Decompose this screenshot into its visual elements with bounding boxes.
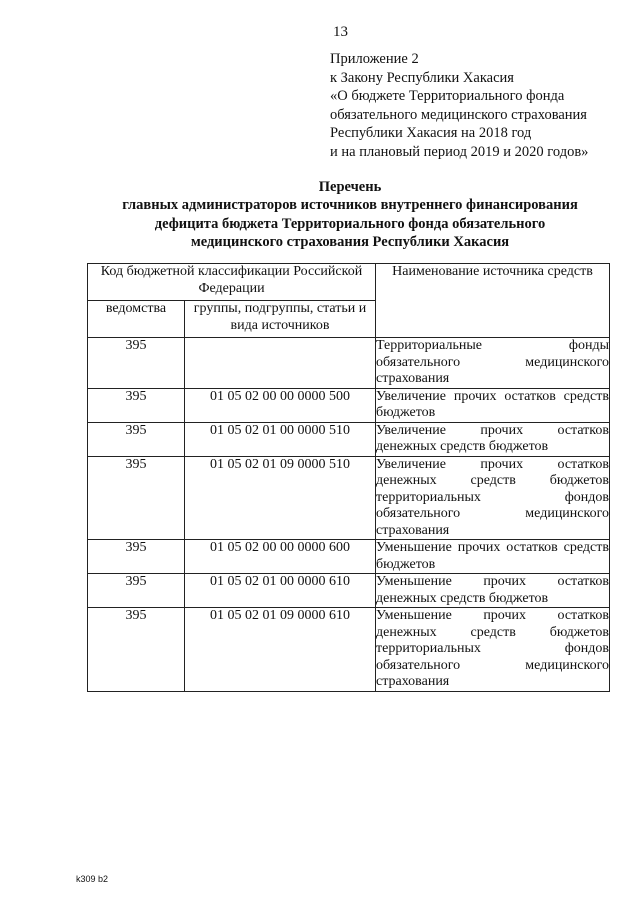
appendix-header bbox=[330, 50, 588, 162]
title-line: медицинского страхования Республики Хакасия bbox=[190, 234, 510, 251]
header-classification-code: Код бюджетной классификации Российской Федерации bbox=[88, 264, 376, 301]
cell-name: Увеличение прочих остатков денежных средств бюджетов территориальных фондов обязательного медицинского страхования bbox=[376, 456, 609, 538]
appendix-line: Приложение 2 bbox=[330, 51, 419, 67]
table-row bbox=[88, 338, 610, 389]
table-row bbox=[88, 574, 610, 608]
header-source-name: Наименование источника средств bbox=[376, 264, 610, 338]
cell-vedomstva: 395 bbox=[88, 608, 185, 692]
title-line: Перечень bbox=[318, 179, 382, 195]
table-row bbox=[88, 540, 610, 574]
cell-code bbox=[185, 338, 376, 389]
cell-code: 01 05 02 01 00 0000 610 bbox=[185, 574, 376, 608]
cell-name: Уменьшение прочих остатков средств бюджетов bbox=[376, 540, 609, 572]
title-line: дефицита бюджета Территориального фонда обязательного bbox=[154, 215, 546, 232]
header-vedomstva: ведомства bbox=[88, 301, 185, 338]
cell-code: 01 05 02 01 09 0000 510 bbox=[185, 456, 376, 540]
cell-name: Увеличение прочих остатков денежных средств бюджетов bbox=[376, 422, 609, 454]
footer-code: k309 b2 bbox=[76, 874, 109, 884]
table-row bbox=[88, 608, 610, 692]
cell-code: 01 05 02 01 00 0000 510 bbox=[185, 422, 376, 456]
cell-vedomstva: 395 bbox=[88, 388, 185, 422]
cell-code: 01 05 02 00 00 0000 600 bbox=[185, 540, 376, 574]
cell-name: Территориальные фонды обязательного медицинского страхования bbox=[376, 338, 609, 386]
page-number: 13 bbox=[333, 24, 348, 40]
header-code: группы, подгруппы, статьи и вида источников bbox=[185, 301, 376, 338]
appendix-line: и на плановый период 2019 и 2020 годов» bbox=[330, 143, 589, 160]
administrators-table bbox=[87, 263, 610, 692]
cell-name: Увеличение прочих остатков средств бюджетов bbox=[376, 388, 609, 420]
table-row bbox=[88, 456, 610, 540]
table-row bbox=[88, 388, 610, 422]
appendix-line: «О бюджете Территориального фонда bbox=[330, 88, 565, 105]
cell-code: 01 05 02 00 00 0000 500 bbox=[185, 388, 376, 422]
document-title bbox=[60, 178, 640, 252]
cell-vedomstva: 395 bbox=[88, 422, 185, 456]
cell-vedomstva: 395 bbox=[88, 574, 185, 608]
appendix-line: обязательного медицинского страхования bbox=[330, 106, 587, 123]
title-line: главных администраторов источников внутреннего финансирования bbox=[122, 197, 578, 214]
appendix-line: Республики Хакасия на 2018 год bbox=[330, 125, 532, 142]
cell-vedomstva: 395 bbox=[88, 456, 185, 540]
cell-name: Уменьшение прочих остатков денежных средств бюджетов bbox=[376, 574, 609, 606]
table-row bbox=[88, 422, 610, 456]
cell-name: Уменьшение прочих остатков денежных средств бюджетов территориальных фондов обязательного медицинского страхования bbox=[376, 608, 609, 689]
appendix-line: к Закону Республики Хакасия bbox=[330, 69, 514, 86]
cell-vedomstva: 395 bbox=[88, 540, 185, 574]
cell-vedomstva: 395 bbox=[88, 338, 185, 389]
cell-code: 01 05 02 01 09 0000 610 bbox=[185, 608, 376, 692]
